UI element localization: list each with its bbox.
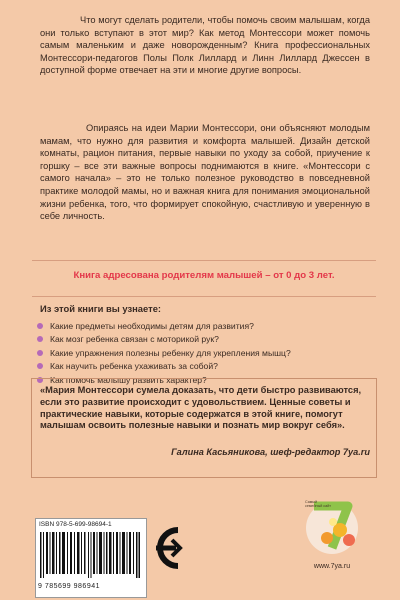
list-item: Какие предметы необходимы детям для развития? bbox=[36, 320, 376, 333]
publisher-logo-icon bbox=[148, 520, 186, 576]
list-item: Как мозг ребенка связан с моторикой рук? bbox=[36, 333, 376, 346]
quote-text: «Мария Монтессори сумела доказать, что дети быстро развиваются, если это развитие происходит с удовольствием. Ценные советы и практические навыки, которые содержатся в этой книге, помогут малышам освоить полезные навыки и познать мир вокруг себя». bbox=[40, 385, 362, 431]
bullet-icon bbox=[37, 363, 43, 369]
description-paragraph-2: Опираясь на идеи Марии Монтессори, они объясняют молодым мамам, что нужно для развития и комфорта малышей. Дизайн детской комнаты, рацион питания, первые навыки по уходу за собой, приучение к горшку – все эти важные вопросы поднимаются в книге. «Монтессори с самого начала» – это не только полезное руководство в повседневной практике молодой мамы, но и важная книга для понимания эмоциональной жизни ребенка, того, что формирует спокойную, счастливую и уверенную в себе личность. bbox=[40, 123, 370, 222]
logo-tagline: Самый семейный сайт bbox=[305, 500, 331, 509]
learn-list bbox=[36, 320, 376, 387]
bullet-icon bbox=[37, 323, 43, 329]
barcode-icon bbox=[40, 532, 140, 578]
barcode-number: 9 785699 986941 bbox=[38, 583, 100, 590]
divider-bottom bbox=[32, 296, 376, 297]
list-item: Какие упражнения полезны ребенку для укрепления мышц? bbox=[36, 347, 376, 360]
list-item: Как помочь малышу развить характер? bbox=[36, 374, 376, 387]
divider-top bbox=[32, 260, 376, 261]
bullet-icon bbox=[37, 336, 43, 342]
list-item: Как научить ребенка ухаживать за собой? bbox=[36, 360, 376, 373]
learn-heading: Из этой книги вы узнаете: bbox=[40, 303, 162, 314]
description-paragraph-1: Что могут сделать родители, чтобы помочь своим малышам, когда они только вступают в этот мир? Как метод Монтессори может помочь самым маленьким и даже новорожденным? Книга профессиональных Монтессори-педагогов Полы Полк Лиллард и Линн Лиллард Джессен в доступной форме отвечает на эти и многие другие вопросы. bbox=[40, 15, 370, 76]
site-link[interactable]: www.7ya.ru bbox=[313, 563, 351, 570]
audience-highlight: Книга адресована родителям малышей – от 0 до 3 лет. bbox=[73, 270, 335, 281]
bullet-icon bbox=[37, 350, 43, 356]
isbn-text: ISBN 978-5-699-98694-1 bbox=[39, 521, 112, 528]
quote-author: Галина Касьяникова, шеф-редактор 7ya.ru bbox=[171, 447, 370, 457]
